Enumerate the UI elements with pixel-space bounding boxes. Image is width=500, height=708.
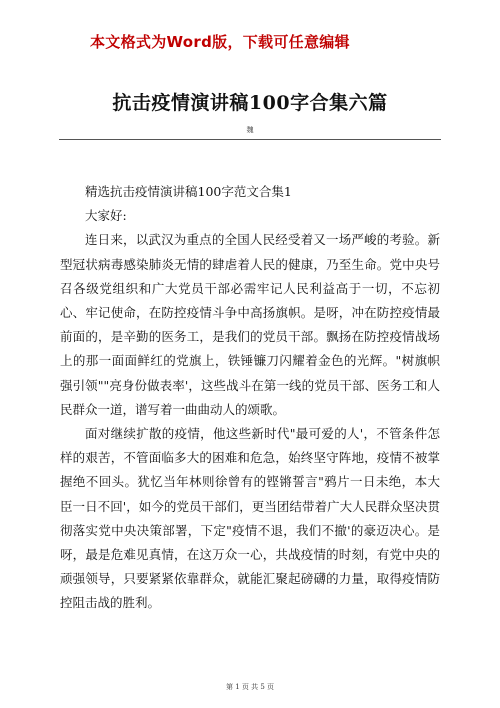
section-subtitle: 精选抗击疫情演讲稿100字范文合集1: [85, 184, 292, 199]
paragraph-2: 面对继续扩散的疫情，他这些新时代"最可爱的人'，不管条件怎样的艰苦，不管面临多大的困难和危急，始终坚守阵地，疫情不被掌握绝不回头。犹忆当年林则徐曾有的铿锵誓言"鸦片一日未绝，本大臣一日不回'，如今的党员干部们，更当团结带着广大人民群众坚决贯彻落实党中央决策部署，下定"疫情不退，我们不撤'的豪迈决心。是呀，最是危难见真情，在这万众一心，共战疫情的时刻，有党中央的顽强领导，只要紧紧依靠群众，就能汇聚起磅礴的力量，取得疫情防控阻击战的胜利。: [60, 426, 440, 611]
header-divider: [59, 139, 441, 140]
author-name: 魏: [246, 126, 254, 134]
page-number: 第 1 页 共 5 页: [225, 683, 275, 691]
document-title: 抗击疫情演讲稿100字合集六篇: [112, 92, 388, 114]
paragraph-1: 连日来，以武汉为重点的全国人民经受着又一场严峻的考验。新型冠状病毒感染肺炎无情的肆虐着人民的健康，乃至生命。党中央号召各级党组织和广大党员干部必需牢记人民利益高于一切，不忘初心、牢记使命，在防控疫情斗争中高扬旗帜。是呀，冲在防控疫情最前面的，是辛勤的医务工，是我们的党员干部。飘扬在防控疫情战场上的那一面面鲜红的党旗上，铁锤镰刀闪耀着金色的光辉。"树旗帜强引领""亮身份做表率'，这些战斗在第一线的党员干部、医务工和人民群众一道，谱写着一曲曲动人的颂歌。: [60, 232, 440, 417]
greeting: 大家好:: [85, 208, 127, 224]
document-body: [60, 180, 440, 616]
format-banner: 本文格式为Word版，下载可任意编辑: [90, 33, 350, 51]
